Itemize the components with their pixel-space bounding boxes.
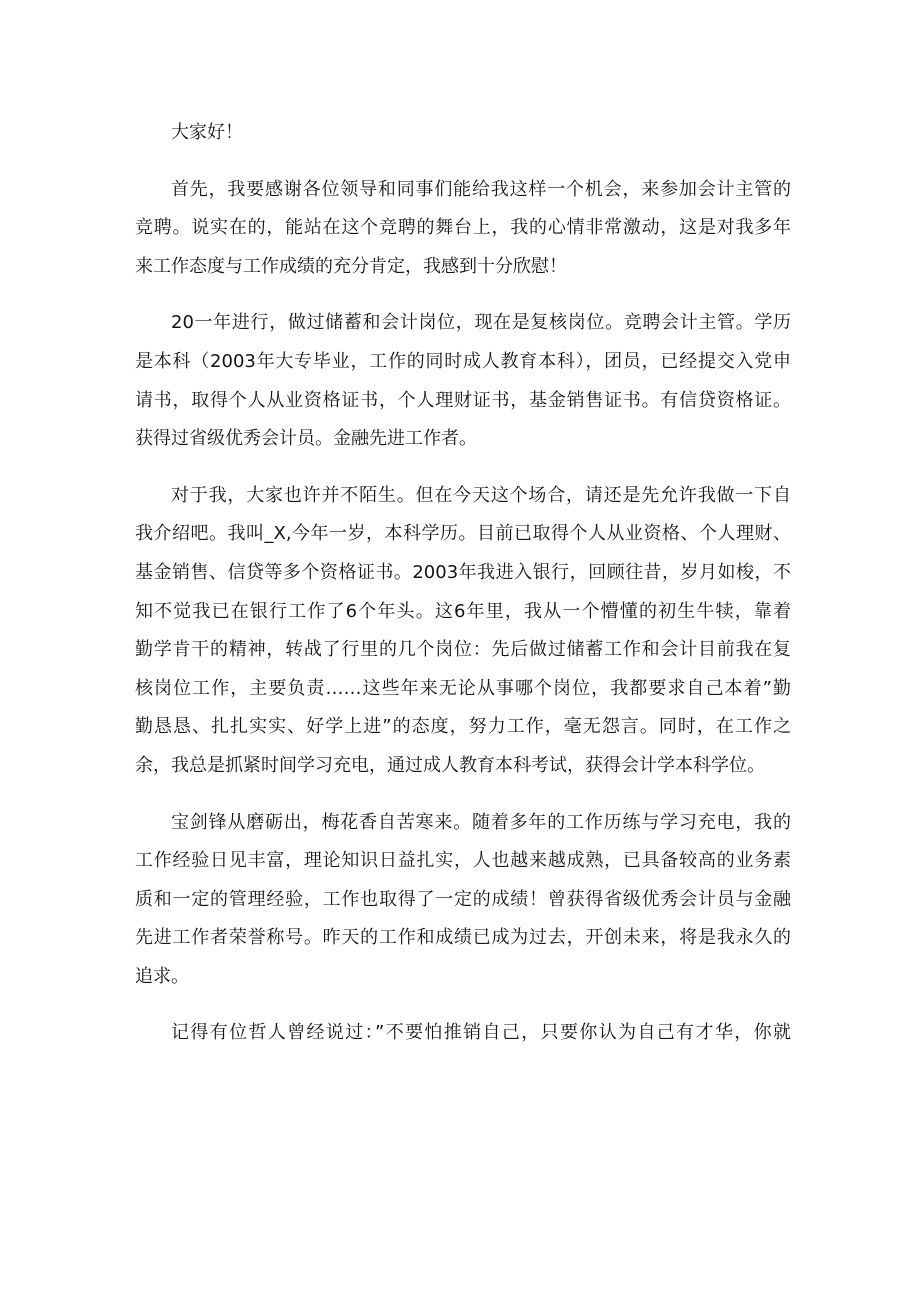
paragraph-introduction xyxy=(135,477,791,786)
paragraph-line: 追求。 xyxy=(135,965,189,987)
paragraph-line: 20一年进行，做过储蓄和会计岗位，现在是复核岗位。竞聘会计主管。学历 xyxy=(171,312,791,334)
paragraph-line: 来工作态度与工作成绩的充分肯定，我感到十分欣慰！ xyxy=(135,255,567,277)
paragraph-line: 先进工作者荣誉称号。昨天的工作和成绩已成为过去，开创未来，将是我永久的 xyxy=(135,927,791,949)
paragraph-experience xyxy=(135,804,791,997)
paragraph-line: 勤恳恳、扎扎实实、好学上进”的态度，努力工作，毫无怨言。同时，在工作之 xyxy=(135,716,791,738)
paragraph-line: 竞聘。说实在的，能站在这个竞聘的舞台上，我的心情非常激动，这是对我多年 xyxy=(135,217,791,239)
paragraph-line: 余，我总是抓紧时间学习充电，通过成人教育本科考试，获得会计学本科学位。 xyxy=(135,754,765,776)
paragraph-line: 是本科（2003年大专毕业，工作的同时成人教育本科），团员，已经提交入党申 xyxy=(135,350,791,372)
paragraph-line: 工作经验日见丰富，理论知识日益扎实，人也越来越成熟，已具备较高的业务素 xyxy=(135,850,791,872)
document-body xyxy=(135,114,791,1053)
paragraph-greeting xyxy=(135,114,791,153)
paragraph-line: 知不觉我已在银行工作了6个年头。这6年里，我从一个懵懂的初生牛犊，靠着 xyxy=(135,600,791,622)
paragraph-line: 我介绍吧。我叫_X,今年一岁，本科学历。目前已取得个人从业资格、个人理财、 xyxy=(135,523,791,545)
paragraph-line: 记得有位哲人曾经说过：”不要怕推销自己，只要你认为自己有才华，你就 xyxy=(171,1022,791,1044)
paragraph-thanks xyxy=(135,171,791,287)
paragraph-line: 首先，我要感谢各位领导和同事们能给我这样一个机会，来参加会计主管的 xyxy=(171,178,791,200)
paragraph-line: 质和一定的管理经验，工作也取得了一定的成绩！曾获得省级优秀会计员与金融 xyxy=(135,888,791,910)
paragraph-line: 获得过省级优秀会计员。金融先进工作者。 xyxy=(135,428,477,450)
paragraph-line: 核岗位工作，主要负责……这些年来无论从事哪个岗位，我都要求自己本着”勤 xyxy=(135,677,791,699)
paragraph-line: 基金销售、信贷等多个资格证书。2003年我进入银行，回顾往昔，岁月如梭，不 xyxy=(135,561,791,583)
paragraph-line: 宝剑锋从磨砺出，梅花香自苦寒来。随着多年的工作历练与学习充电，我的 xyxy=(171,811,791,833)
paragraph-quote xyxy=(135,1014,791,1053)
paragraph-line: 大家好！ xyxy=(171,122,243,143)
paragraph-line: 请书，取得个人从业资格证书，个人理财证书，基金销售证书。有信贷资格证。 xyxy=(135,389,791,411)
paragraph-line: 对于我，大家也许并不陌生。但在今天这个场合，请还是先允许我做一下自 xyxy=(171,484,791,506)
paragraph-background xyxy=(135,304,791,458)
paragraph-line: 勤学肯干的精神，转战了行里的几个岗位：先后做过储蓄工作和会计目前我在复 xyxy=(135,639,791,661)
